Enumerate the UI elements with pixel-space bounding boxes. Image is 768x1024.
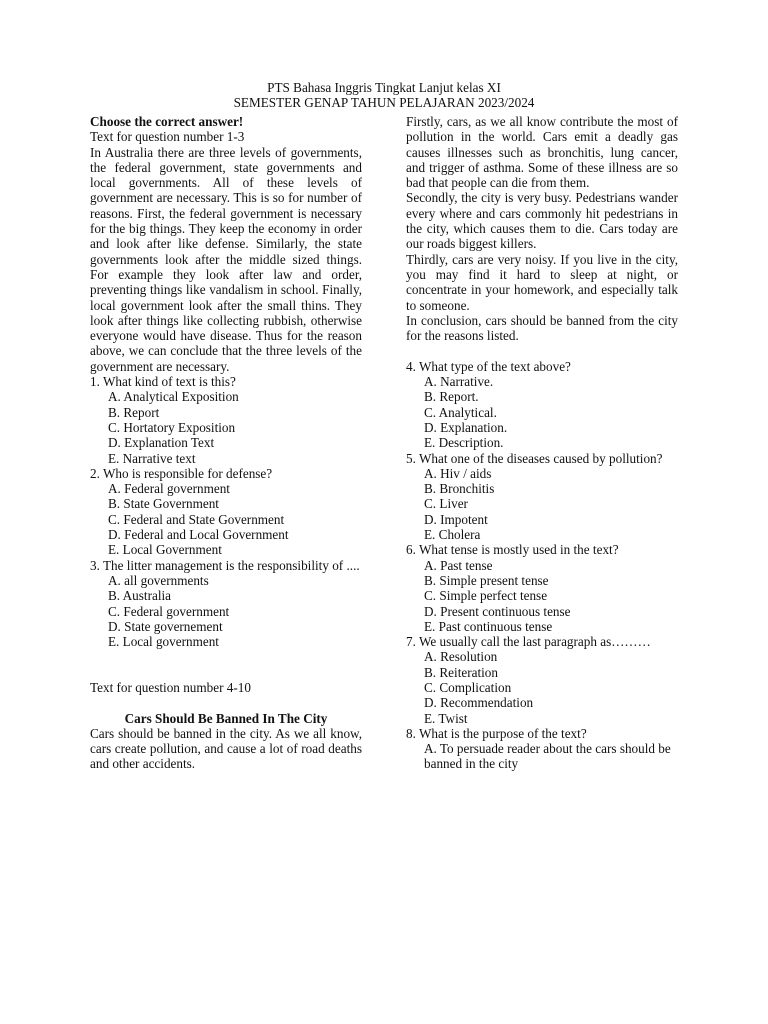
option: B. Simple present tense — [424, 572, 549, 588]
question-text: 3. The litter management is the responsibility of .... — [90, 557, 360, 573]
option: D. Present continuous tense — [424, 603, 571, 619]
question-text: 7. We usually call the last paragraph as……… — [406, 634, 651, 650]
text-1-body: In Australia there are three levels of governments, the federal government, state governments and local governments. All of these levels of government are necessary. This is so for number of reasons. First, the federal government is necessary for the big things. They keep the economy in order and look after like defense. Similarly, the state governments look after the middle sized things. For example they look after law and order, preventing things like vandalism in school. Finally, local government look after the small thins. They look after things like collecting rubbish, otherwise everyone would have disease. Thus for the reason above, we can conclude that the three levels of the government are necessary. — [90, 144, 362, 374]
question-3 — [90, 558, 362, 650]
question-text: 8. What is the purpose of the text? — [406, 725, 587, 741]
question-4 — [406, 359, 678, 451]
option: E. Twist — [424, 710, 468, 726]
question-1 — [90, 374, 362, 466]
option: C. Federal government — [108, 603, 230, 619]
instruction: Choose the correct answer! — [90, 114, 244, 129]
option: A. Hiv / aids — [424, 465, 492, 481]
question-5 — [406, 451, 678, 543]
option: E. Local government — [108, 634, 219, 650]
option: E. Narrative text — [108, 450, 196, 466]
option: C. Hortatory Exposition — [108, 419, 236, 435]
header-line-2: SEMESTER GENAP TAHUN PELAJARAN 2023/2024 — [233, 95, 535, 111]
question-text: 5. What one of the diseases caused by pollution? — [406, 450, 663, 466]
option: A. Resolution — [424, 649, 498, 665]
option: C. Liver — [424, 496, 468, 512]
option: C. Complication — [424, 679, 512, 695]
question-8 — [406, 726, 678, 772]
option: C. Simple perfect tense — [424, 588, 548, 604]
option: C. Analytical. — [424, 404, 497, 420]
left-column — [90, 114, 362, 772]
text-2-paragraph: Firstly, cars, as we all know contribute the most of pollution in the world. Cars emit a deadly gas causes illnesses such as bronchitis, lung cancer, and trigger of asthma. Some of these illness are so bad that people can die from them. — [406, 114, 678, 191]
option: D. Explanation Text — [108, 435, 215, 451]
option: B. Report — [108, 404, 160, 420]
text-label-4-10: Text for question number 4-10 — [90, 679, 251, 695]
text-label-1-3: Text for question number 1-3 — [90, 129, 245, 145]
option: B. Bronchitis — [424, 481, 495, 497]
header-line-1: PTS Bahasa Inggris Tingkat Lanjut kelas XI — [267, 80, 501, 95]
option: D. Recommendation — [424, 695, 534, 711]
text-2-paragraph: Secondly, the city is very busy. Pedestrians wander every where and cars commonly hit pedestrians in the city, which causes them to die. Cars today are our roads biggest killers. — [406, 190, 678, 252]
option: A. To persuade reader about the cars should be banned in the city — [424, 741, 671, 772]
option: D. Federal and Local Government — [108, 527, 289, 543]
option: A. Past tense — [424, 557, 493, 573]
question-text: 4. What type of the text above? — [406, 358, 571, 374]
option: A. Analytical Exposition — [108, 389, 239, 405]
text-2-paragraph: In conclusion, cars should be banned from the city for the reasons listed. — [406, 312, 678, 344]
option: D. Explanation. — [424, 419, 508, 435]
question-2 — [90, 466, 362, 558]
option: B. Australia — [108, 588, 172, 604]
question-text: 6. What tense is mostly used in the text? — [406, 542, 619, 558]
option: B. State Government — [108, 496, 219, 512]
option: A. all governments — [108, 572, 209, 588]
option: B. Report. — [424, 389, 479, 405]
question-text: 2. Who is responsible for defense? — [90, 465, 273, 481]
option: C. Federal and State Government — [108, 511, 285, 527]
question-text: 1. What kind of text is this? — [90, 374, 236, 390]
option: E. Past continuous tense — [424, 618, 553, 634]
option: E. Cholera — [424, 527, 481, 543]
option: A. Federal government — [108, 481, 230, 497]
text-2-title: Cars Should Be Banned In The City — [124, 710, 328, 726]
document-header — [0, 80, 768, 111]
text-2-intro: Cars should be banned in the city. As we all know, cars create pollution, and cause a lot of road deaths and other accidents. — [90, 725, 362, 772]
option: B. Reiteration — [424, 664, 498, 680]
question-7 — [406, 634, 678, 726]
option: E. Description. — [424, 435, 504, 451]
right-column — [406, 114, 678, 772]
option: D. Impotent — [424, 511, 488, 527]
question-6 — [406, 542, 678, 634]
option: A. Narrative. — [424, 374, 494, 390]
text-2-paragraph: Thirdly, cars are very noisy. If you live in the city, you may find it hard to sleep at night, or concentrate in your homework, and especially talk to someone. — [406, 251, 678, 313]
option: E. Local Government — [108, 542, 222, 558]
option: D. State governement — [108, 618, 223, 634]
